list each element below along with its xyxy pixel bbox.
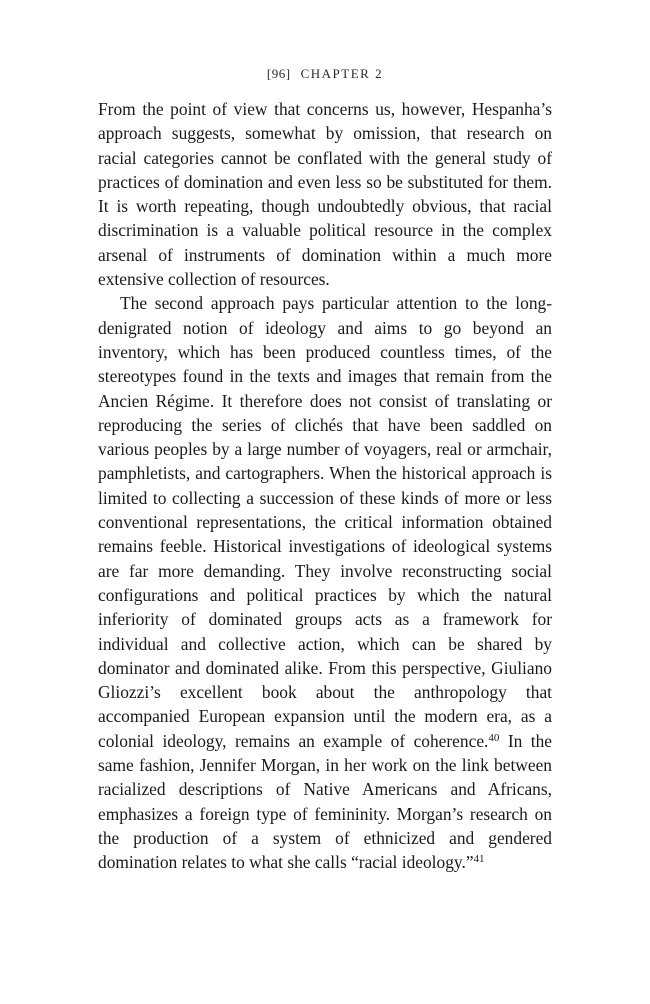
footnote-marker[interactable]: 41	[473, 853, 485, 866]
paragraph: From the point of view that concerns us, however, Hespanha’s approach suggests, somewhat by omission, that research on racial categories cannot be conflated with the general study of practices of domination and even less so be substituted for them. It is worth repeating, though undoubtedly obvious, that racial discrimination is a valuable political resource in the complex arsenal of instruments of domination within a much more extensive collection of resources.	[98, 99, 552, 290]
running-header	[0, 66, 650, 82]
page-number: [96]	[266, 66, 291, 81]
paragraph-text: The second approach pays particular attention to the long-denigrated notion of ideology and aims to go beyond an inventory, which has been produced countless times, of the stereotypes found in the texts and images that remain from the Ancien Régime. It therefore does not consist of translating or reproducing the series of clichés that have been saddled on various peoples by a large number of voyagers, real or armchair, pamphletists, and cartographers. When the historical approach is limited to collecting a succession of these kinds of more or less conventional representations, the critical information obtained remains feeble. Historical investigations of ideological systems are far more demanding. They involve reconstructing social configurations and political practices by which the natural inferiority of dominated groups acts as a framework for individual and collective action, which can be shared by dominator and dominated alike. From this perspective, Giuliano Gliozzi’s excellent book about the anthropology that accompanied European expansion until the modern era, as a colonial ideology, remains an example of coherence.	[98, 293, 552, 751]
footnote-marker[interactable]: 40	[488, 731, 500, 744]
paragraph	[98, 291, 552, 874]
body-text	[98, 97, 552, 875]
paragraph-text: In the same fashion, Jennifer Morgan, in her work on the link between racialized descriptions of Native Americans and Africans, emphasizes a foreign type of femininity. Morgan’s research on the production of a system of ethnicized and gendered domination relates to what she calls “racial ideology.”	[98, 730, 552, 873]
chapter-title: CHAPTER 2	[300, 66, 384, 81]
